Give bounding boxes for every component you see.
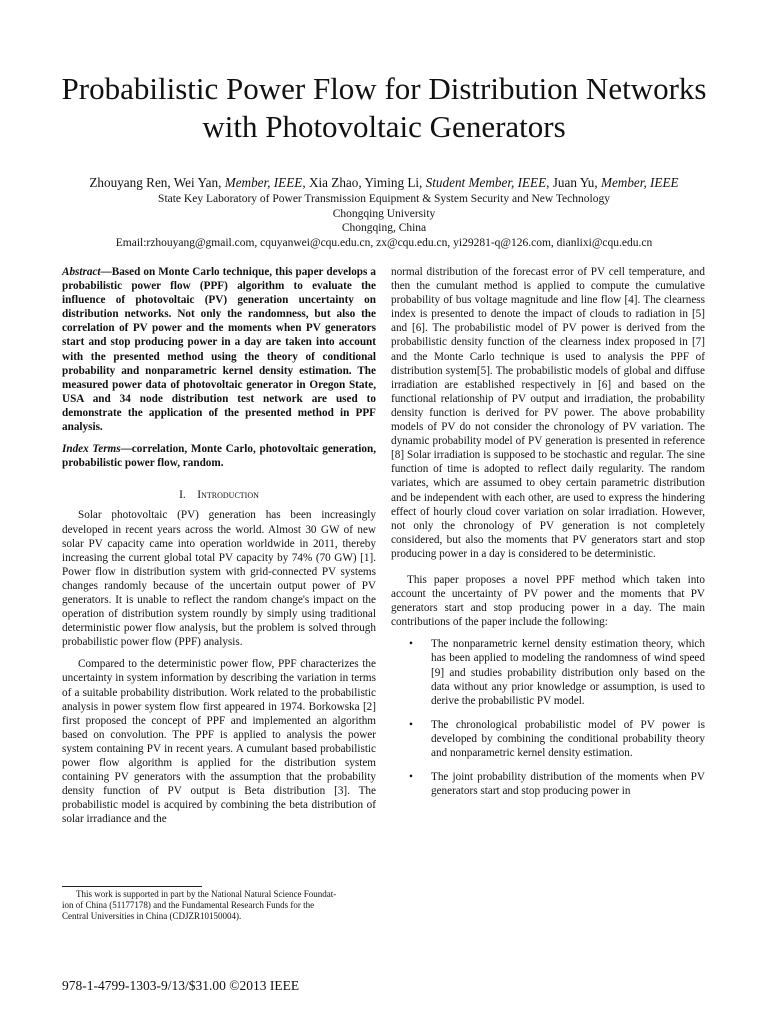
section-title: Introduction [197, 489, 259, 502]
list-item-text: The nonparametric kernel density estimation theory, which has been applied to modeling the randomness of wind speed [9] and studies probability distribution only based on the data without any prior knowledge or assumption, is used to derive the probabilistic PV model. [431, 638, 705, 707]
title-line-2: with Photovoltaic Generators [202, 109, 566, 144]
intro-paragraph-4: This paper proposes a novel PPF method which taken into account the uncertainty of PV power and the moments that PV generators start and stop producing power in a day. The main contributions of the paper include the following: [391, 573, 705, 629]
author-role-2: Student Member, IEEE [425, 175, 547, 190]
paper-title [40, 70, 728, 146]
abstract-label: Abstract [62, 266, 101, 278]
author-names-1: Zhouyang Ren, Wei Yan, [89, 175, 225, 190]
author-role-3: Member, IEEE [600, 175, 679, 190]
list-item [391, 718, 705, 760]
list-item [391, 770, 705, 798]
intro-paragraph-1: Solar photovoltaic (PV) generation has been increasingly developed in recent years across the world. Almost 30 GW of new solar PV capacity came into operation worldwide in 2011, thereby increasing the current global total PV capacity by 74% (70 GW) [1]. Power flow in distribution system with grid-connected PV systems changes randomly because of the uncertain output power of PV generators. It is unable to reflect the random change's impact on the operation of distribution system roundly by simply using traditional deterministic power flow analysis, but the problem is solved through probabilistic power flow (PPF) analysis. [62, 509, 376, 649]
footnote-line-1: This work is supported in part by the National Natural Science Foundat- [76, 889, 337, 899]
index-terms [62, 442, 376, 470]
list-item-text: The chronological probabilistic model of PV power is developed by combining the conditional probability theory and nonparametric kernel density estimation. [431, 718, 705, 759]
intro-paragraph-2: Compared to the deterministic power flow, PPF characterizes the uncertainty in system information by describing the variation in terms of a suitable probability distribution. Work related to the probabilistic analysis in power system flow first appeared in 1974. Borkowska [2] first proposed the concept of PPF and implemented an algorithm based on convolution. The PPF is applied to analysis the power system containing PV in recent years. A cumulant based probabilistic power flow algorithm is applied for the distribution system containing PV generators with the assumption that the probability density function of PV output is Beta distribution [3]. The probabilistic model is acquired by combining the beta distribution of solar irradiance and the [62, 658, 376, 826]
affiliation-email: Email:rzhouyang@gmail.com, cquyanwei@cqu.edu.cn, zx@cqu.edu.cn, yi29281-q@126.com, dianlixi@cqu.edu.cn [115, 236, 653, 249]
bullet-icon: • [409, 718, 413, 731]
author-list [20, 175, 748, 191]
section-number: I. [179, 489, 186, 502]
copyright-line: 978-1-4799-1303-9/13/$31.00 ©2013 IEEE [62, 978, 300, 993]
affiliation-city: Chongqing, China [341, 222, 427, 234]
author-names-3: , Juan Yu, [546, 175, 601, 190]
bullet-icon: • [409, 771, 413, 784]
author-names-2: , Xia Zhao, Yiming Li, [302, 175, 426, 190]
footnote [62, 889, 376, 922]
footnote-line-2: ion of China (51177178) and the Fundamental Research Funds for the [62, 900, 315, 910]
footnote-line-3: Central Universities in China (CDJZR10150004). [62, 911, 242, 921]
affiliation-university: Chongqing University [332, 207, 436, 220]
bullet-icon: • [409, 638, 413, 651]
list-item [391, 637, 705, 707]
section-heading-introduction [62, 488, 376, 502]
abstract-text: —Based on Monte Carlo technique, this paper develops a probabilistic power flow (PPF) algorithm to evaluate the influence of photovoltaic (PV) generation uncertainty on distribution networks. Not only the randomness, but also the correlation of PV power and the moments when PV generators start and stop producing power in a day are taken into account with the presented method using the theory of conditional probability and nonparametric kernel density estimation. The measured power data of photovoltaic generator in Oregon State, USA and 34 node distribution test network are used to demonstrate the application of the presented method in PPF analysis. [62, 266, 376, 434]
affiliation-block [20, 192, 748, 250]
intro-paragraph-3: normal distribution of the forecast error of PV cell temperature, and then the cumulant method is applied to compute the cumulative probability of bus voltage magnitude and line flow [4]. The clearness index is presented to denote the impact of clouds to radiation in [5] and [6]. The probabilistic model of PV power is derived from the probabilistic density function of the clearness index proposed in [7] and the Monte Carlo technique is used to analysis the PPF of distribution system[5]. The probabilistic models of global and diffuse irradiation are established respectively in [6] and based on the functional relationship of PV output and irradiation, the probability density function is derived for PV power. The above probability models of PV do not consider the chronology of PV variation. The dynamic probability model of PV generation is presented in reference [8] Solar irradiation is supposed to be stochastic and regular. The sine function of time is adopted to reflect daily regularity. The random variates, which are assumed to obey certain parametric distribution and be independent with each other, are used to express the hindering effect of hourly cloud cover variation on solar irradiation. However, not only the chronology of PV generation is not completely considered, but also the moments that PV generators start and stop producing power in a day is considered to be deterministic. [391, 266, 705, 560]
right-column [391, 265, 705, 808]
index-terms-text: —correlation, Monte Carlo, photovoltaic generation, probabilistic power flow, random. [62, 443, 376, 470]
index-terms-label: Index Terms [62, 443, 121, 456]
author-role-1: Member, IEEE [224, 175, 303, 190]
left-column [62, 265, 376, 826]
footnote-divider [62, 886, 202, 887]
title-line-1: Probabilistic Power Flow for Distribution Networks [61, 71, 707, 106]
contribution-list [391, 637, 705, 798]
list-item-text: The joint probability distribution of the moments when PV generators start and stop producing power in [431, 771, 705, 798]
abstract [62, 265, 376, 434]
affiliation-lab: State Key Laboratory of Power Transmission Equipment & System Security and New Technology [158, 193, 610, 205]
